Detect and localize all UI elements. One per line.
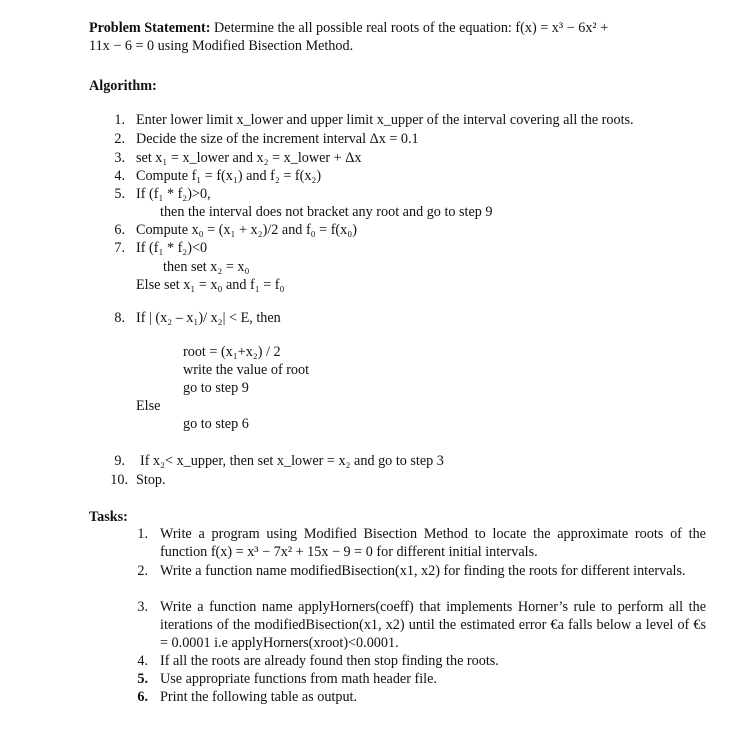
task-6-text: Print the following table as output. bbox=[160, 689, 358, 705]
step-9-number: 9. bbox=[114, 453, 125, 469]
step-1-number: 1. bbox=[114, 112, 125, 128]
algorithm-heading: Algorithm: bbox=[89, 78, 157, 94]
step-8-write: write the value of root bbox=[183, 362, 310, 378]
task-2-number: 2. bbox=[137, 563, 148, 579]
step-10-text: Stop. bbox=[136, 472, 166, 488]
step-6-number: 6. bbox=[114, 222, 125, 238]
step-2-number: 2. bbox=[114, 131, 125, 147]
task-5-number: 5. bbox=[137, 671, 148, 687]
task-2-text: Write a function name modifiedBisection(x1, x2) for finding the roots for different intervals. bbox=[160, 563, 686, 579]
task-4-text: If all the roots are already found then stop finding the roots. bbox=[160, 653, 499, 669]
task-4-number: 4. bbox=[137, 653, 148, 669]
step-4-number: 4. bbox=[114, 168, 125, 184]
problem-statement-text: Determine the all possible real roots of the equation: f(x) = x³ − 6x² + bbox=[214, 20, 609, 36]
step-3-text: set x₁ = x_lower and x₂ = x_lower + Δx bbox=[136, 150, 362, 166]
step-1-text: Enter lower limit x_lower and upper limit x_upper of the interval covering all the roots. bbox=[136, 112, 634, 128]
step-8-root: root = (x₁+x₂) / 2 bbox=[183, 344, 281, 360]
step-8-goto-9: go to step 9 bbox=[183, 380, 249, 396]
step-8-goto-6: go to step 6 bbox=[183, 416, 249, 432]
step-2-text: Decide the size of the increment interval Δx = 0.1 bbox=[136, 131, 419, 147]
task-1-text: Write a program using Modified Bisection Method to locate the approximate roots of the function f(x) = x³ − 7x² + 15x − 9 = 0 for different initial intervals. bbox=[160, 526, 706, 560]
problem-statement-line-1 bbox=[89, 19, 608, 37]
step-6-text: Compute x₀ = (x₁ + x₂)/2 and f₀ = f(x₀) bbox=[136, 222, 357, 238]
problem-statement-line-2: 11x − 6 = 0 using Modified Bisection Method. bbox=[89, 38, 354, 54]
task-5-text: Use appropriate functions from math header file. bbox=[160, 671, 437, 687]
task-3-text: Write a function name applyHorners(coeff) that implements Horner’s rule to perform all the iterations of the modifiedBisection(x1, x2) until the estimated error €a falls below a level of €s = 0.0001 i.e applyHorners(xroot)<0.0001. bbox=[160, 599, 706, 651]
task-3-number: 3. bbox=[137, 599, 148, 615]
step-7-then: then set x₂ = x₀ bbox=[163, 259, 250, 275]
step-8-number: 8. bbox=[114, 310, 125, 326]
step-10-number: 10. bbox=[110, 472, 128, 488]
step-7-text: If (f₁ * f₂)<0 bbox=[136, 240, 208, 256]
tasks-heading: Tasks: bbox=[89, 509, 128, 525]
step-9-text: If x₂< x_upper, then set x_lower = x₂ and go to step 3 bbox=[140, 453, 444, 469]
step-7-else: Else set x₁ = x₀ and f₁ = f₀ bbox=[136, 277, 285, 293]
step-5-number: 5. bbox=[114, 186, 125, 202]
problem-statement-heading: Problem Statement: bbox=[89, 20, 211, 36]
step-8-text: If | (x₂ – x₁)/ x₂| < E, then bbox=[136, 310, 281, 326]
task-1-number: 1. bbox=[137, 526, 148, 542]
step-5-text: If (f₁ * f₂)>0, bbox=[136, 186, 211, 202]
step-7-number: 7. bbox=[114, 240, 125, 256]
task-6-number: 6. bbox=[137, 689, 148, 705]
step-4-text: Compute f₁ = f(x₁) and f₂ = f(x₂) bbox=[136, 168, 322, 184]
step-5-continuation: then the interval does not bracket any root and go to step 9 bbox=[160, 204, 493, 220]
step-8-else: Else bbox=[136, 398, 161, 414]
step-3-number: 3. bbox=[114, 150, 125, 166]
